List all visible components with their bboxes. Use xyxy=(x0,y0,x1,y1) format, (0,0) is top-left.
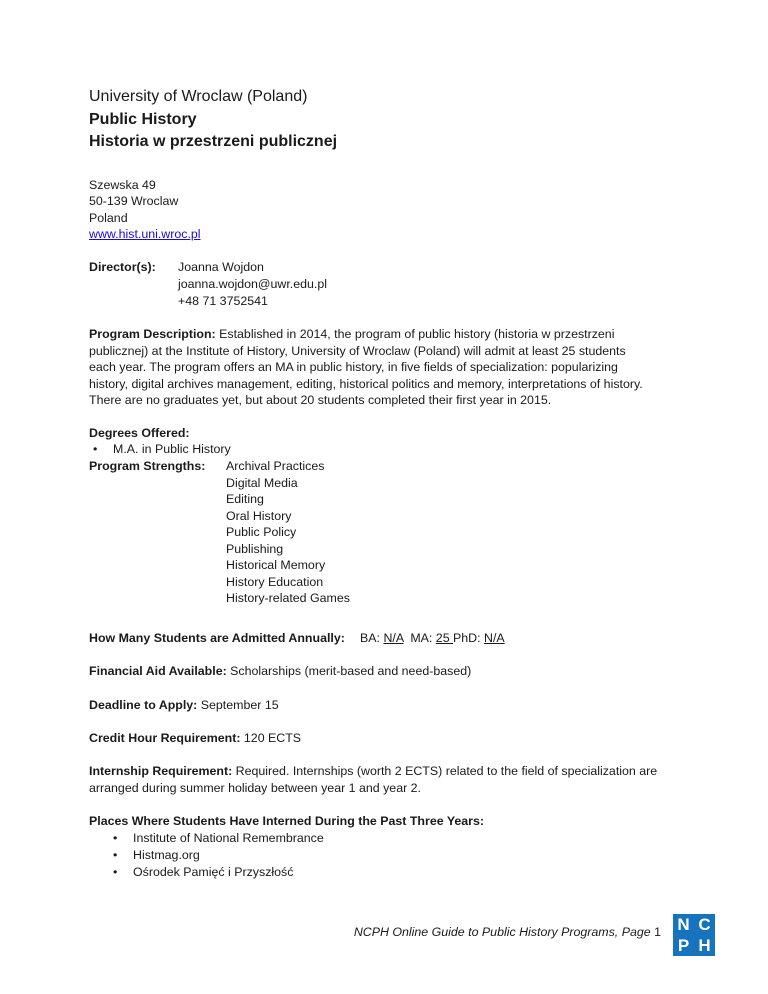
place-item: Ośrodek Pamięć i Przyszłość xyxy=(133,865,294,879)
university-name: University of Wroclaw (Poland) xyxy=(89,88,308,105)
ma-value: 25 xyxy=(435,631,454,645)
strength-item: Archival Practices xyxy=(226,459,325,473)
footer-text: NCPH Online Guide to Public History Programs, Page xyxy=(353,925,651,939)
deadline-value: September 15 xyxy=(200,698,279,712)
director-email: joanna.wojdon@uwr.edu.pl xyxy=(178,277,327,291)
bullet-icon: • xyxy=(113,848,118,862)
admitted-label: How Many Students are Admitted Annually: xyxy=(89,631,345,645)
strength-item: History Education xyxy=(226,574,324,589)
place-item: Histmag.org xyxy=(133,848,200,862)
program-description-line: Established in 2014, the program of public history (historia w przestrzeni xyxy=(219,327,615,341)
strength-item: History-related Games xyxy=(226,591,350,605)
strengths-label: Program Strengths: xyxy=(89,459,206,473)
internship-line: arranged during summer holiday between year 1 and year 2. xyxy=(89,780,421,795)
strength-item: Public Policy xyxy=(226,525,297,539)
ba-value: N/A xyxy=(383,631,404,645)
bullet-icon: • xyxy=(113,831,118,845)
program-title: Public History xyxy=(89,111,197,128)
list-item xyxy=(89,847,200,864)
degree-item: M.A. in Public History xyxy=(113,442,231,456)
program-description-line: publicznej) at the Institute of History, University of Wroclaw (Poland) will admit at least 25 students xyxy=(89,343,626,358)
strength-item: Editing xyxy=(226,492,264,506)
ba-label: BA: xyxy=(360,631,380,645)
strength-item: Oral History xyxy=(226,508,292,523)
internship-label: Internship Requirement: xyxy=(89,764,233,778)
admitted-counts xyxy=(360,630,505,647)
list-item xyxy=(89,864,293,881)
list-item xyxy=(89,441,231,458)
phd-value: N/A xyxy=(484,631,505,645)
strength-item: Publishing xyxy=(226,541,284,556)
ma-label: MA: xyxy=(410,631,433,645)
logo-letter: N xyxy=(677,915,690,934)
place-item: Institute of National Remembrance xyxy=(133,831,324,845)
credit-hours-value: 120 ECTS xyxy=(243,731,302,745)
financial-aid xyxy=(89,663,471,680)
internship-line: Required. Internships (worth 2 ECTS) related to the field of specialization are xyxy=(235,764,658,778)
strength-item: Historical Memory xyxy=(226,558,326,572)
director-name: Joanna Wojdon xyxy=(178,260,264,274)
financial-aid-value: Scholarships (merit-based and need-based) xyxy=(230,664,472,678)
places-label: Places Where Students Have Interned During the Past Three Years: xyxy=(89,814,485,828)
program-title-polish: Historia w przestrzeni publicznej xyxy=(89,133,338,150)
page-footer xyxy=(354,924,661,941)
program-description-line: There are no graduates yet, but about 20 students completed their first year in 2015. xyxy=(89,393,552,407)
website-link[interactable]: www.hist.uni.wroc.pl xyxy=(89,227,201,241)
deadline xyxy=(89,697,279,714)
director-phone: +48 71 3752541 xyxy=(178,294,268,308)
bullet-icon: • xyxy=(113,865,118,879)
degrees-label: Degrees Offered: xyxy=(89,426,190,440)
program-description-label: Program Description: xyxy=(89,327,216,341)
logo-letter: H xyxy=(698,936,711,955)
director-label: Director(s): xyxy=(89,260,156,274)
internship xyxy=(89,763,709,796)
credit-hours-label: Credit Hour Requirement: xyxy=(89,731,241,745)
program-description-line: each year. The program offers an MA in public history, in five fields of specialization: popularizing xyxy=(89,360,618,374)
financial-aid-label: Financial Aid Available: xyxy=(89,664,227,678)
address-country: Poland xyxy=(89,211,128,225)
address-city: 50-139 Wroclaw xyxy=(89,194,179,208)
deadline-label: Deadline to Apply: xyxy=(89,698,198,712)
credit-hours xyxy=(89,730,301,747)
logo-letter: P xyxy=(677,936,690,955)
bullet-icon: • xyxy=(93,442,98,456)
logo-letter: C xyxy=(698,915,711,934)
program-description xyxy=(89,326,709,409)
address-street: Szewska 49 xyxy=(89,178,156,192)
page-number: 1 xyxy=(654,925,661,939)
strength-item: Digital Media xyxy=(226,475,298,490)
phd-label: PhD: xyxy=(453,631,481,645)
ncph-logo xyxy=(673,914,715,956)
strengths-list xyxy=(226,458,350,607)
program-description-line: history, digital archives management, editing, historical politics and memory, interpretations of history. xyxy=(89,376,643,391)
list-item xyxy=(89,830,324,847)
